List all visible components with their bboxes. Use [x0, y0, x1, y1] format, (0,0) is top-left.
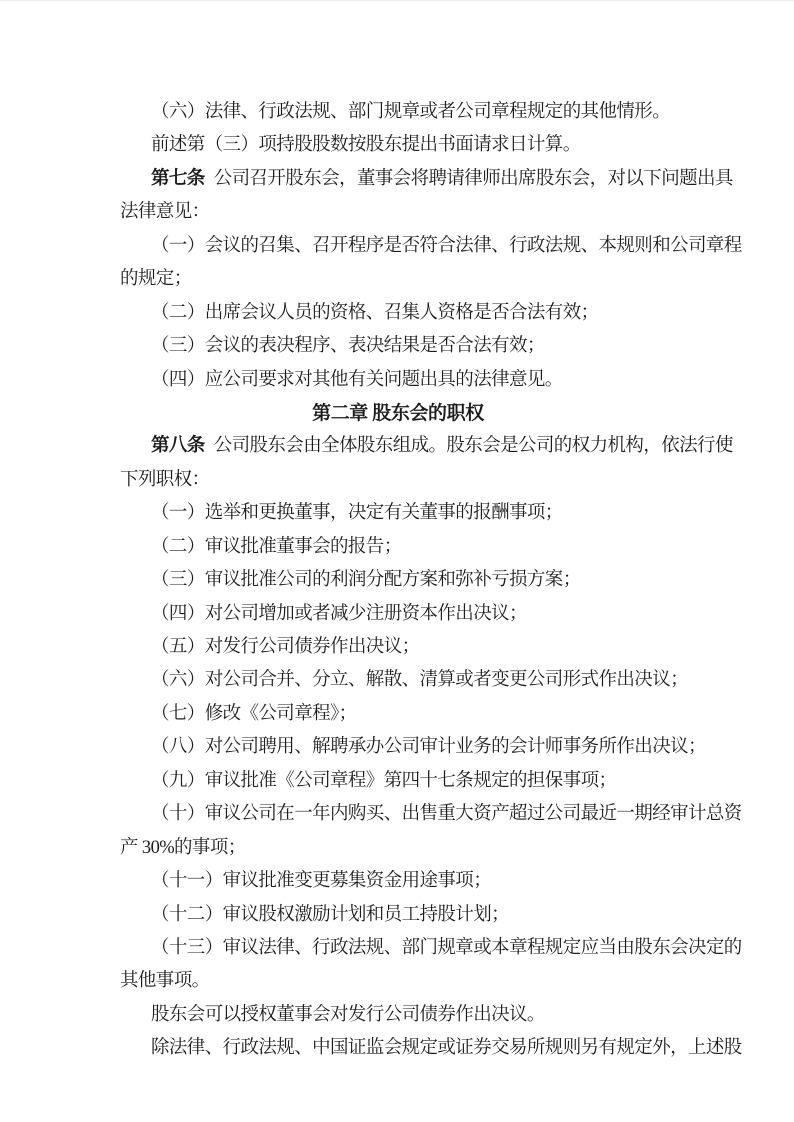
text-line: （五）对发行公司债券作出决议； — [151, 637, 420, 657]
paragraph — [120, 330, 676, 363]
text-line: （八）对公司聘用、解聘承办公司审计业务的会计师事务所作出决议； — [151, 737, 706, 758]
text-line: （九）审议批准《公司章程》第四十七条规定的担保事项； — [151, 770, 617, 791]
text-line: 下列职权： — [120, 469, 210, 490]
text-line: 前述第（三）项持股股数按股东提出书面请求日计算。 — [151, 135, 581, 156]
text-line: （二）出席会议人员的资格、召集人资格是否合法有效； — [151, 302, 599, 323]
paragraph — [120, 865, 676, 898]
chapter-heading-text: 第二章 股东会的职权 — [312, 402, 484, 424]
text-line: （一）会议的召集、召开程序是否符合法律、行政法规、本规则和公司章程 — [151, 235, 742, 256]
text-line: （三）会议的表决程序、表决结果是否合法有效； — [151, 336, 545, 357]
paragraph — [120, 631, 676, 664]
text-line: （二）审议批准董事会的报告； — [151, 536, 402, 557]
text-line: （七）修改《公司章程》； — [151, 703, 357, 724]
paragraph — [120, 96, 676, 129]
paragraph — [120, 698, 676, 731]
text-run: 公司股东会由全体股东组成。股东会是公司的权力机构，依法行使 — [213, 436, 733, 457]
paragraph — [120, 765, 676, 798]
paragraph — [120, 899, 676, 932]
paragraph — [120, 731, 706, 764]
text-line — [120, 430, 733, 463]
paragraph — [120, 598, 676, 631]
article-number: 第八条 — [151, 436, 205, 457]
text-line: 其他事项。 — [120, 971, 210, 992]
paragraph — [120, 163, 733, 230]
paragraph — [120, 129, 676, 162]
paragraph — [120, 999, 676, 1032]
text-line: 的规定； — [120, 269, 192, 290]
text-line: （十）审议公司在一年内购买、出售重大资产超过公司最近一期经审计总资 — [151, 804, 742, 825]
text-line: （十一）审议批准变更募集资金用途事项； — [151, 871, 492, 892]
paragraph — [120, 364, 676, 397]
paragraph — [120, 531, 676, 564]
text-line: 除法律、行政法规、中国证监会规定或证券交易所规则另有规定外，上述股 — [151, 1038, 742, 1059]
paragraph — [120, 1032, 742, 1065]
paragraph — [120, 297, 676, 330]
text-run: 公司召开股东会，董事会将聘请律师出席股东会，对以下问题出具 — [213, 168, 733, 189]
paragraph — [120, 798, 742, 865]
text-line: （六）法律、行政法规、部门规章或者公司章程规定的其他情形。 — [151, 102, 671, 122]
paragraph — [120, 430, 733, 497]
text-line — [120, 163, 733, 196]
paragraph — [120, 564, 676, 597]
paragraph — [120, 932, 742, 999]
paragraph — [120, 230, 742, 297]
text-line: （十二）审议股权激励计划和员工持股计划； — [151, 904, 510, 925]
paragraph — [120, 497, 676, 530]
text-line: （六）对公司合并、分立、解散、清算或者变更公司形式作出决议； — [151, 670, 689, 691]
text-line: （三）审议批准公司的利润分配方案和弥补亏损方案； — [151, 570, 581, 591]
text-line: 法律意见： — [120, 202, 210, 223]
text-line: （四）应公司要求对其他有关问题出具的法律意见。 — [151, 369, 563, 390]
text-line: 股东会可以授权董事会对发行公司债券作出决议。 — [151, 1004, 545, 1025]
text-line: 产 30%的事项； — [120, 837, 246, 858]
text-line: （四）对公司增加或者减少注册资本作出决议； — [151, 603, 527, 624]
paragraph — [120, 664, 689, 697]
text-line: （十三）审议法律、行政法规、部门规章或本章程规定应当由股东会决定的 — [151, 937, 742, 958]
article-number: 第七条 — [151, 168, 205, 189]
chapter-heading — [120, 397, 676, 430]
text-line: （一）选举和更换董事，决定有关董事的报酬事项； — [151, 503, 563, 524]
document-content — [120, 96, 742, 1066]
